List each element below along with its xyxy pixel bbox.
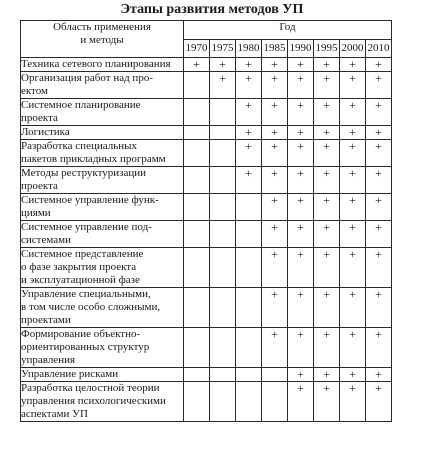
mark-cell: +: [340, 58, 366, 72]
area-header-line: и методы: [80, 34, 124, 46]
area-text-line: Управление специальными,: [21, 288, 151, 300]
mark-cell: +: [366, 221, 392, 248]
mark-cell: +: [288, 126, 314, 140]
mark-cell: +: [366, 382, 392, 422]
area-cell: [21, 126, 184, 140]
area-text-line: управления: [21, 354, 76, 366]
area-cell: [21, 221, 184, 248]
mark-cell: [236, 328, 262, 368]
area-cell: [21, 248, 184, 288]
table-row: [21, 194, 392, 221]
table-row: [21, 328, 392, 368]
mark-cell: +: [366, 167, 392, 194]
area-text-line: Системное управление функ-: [21, 194, 159, 206]
mark-cell: [236, 248, 262, 288]
area-cell: [21, 99, 184, 126]
mark-cell: [210, 368, 236, 382]
area-text-line: циями: [21, 207, 51, 219]
mark-cell: +: [236, 126, 262, 140]
area-text-line: Управление рисками: [21, 368, 119, 380]
mark-cell: [184, 288, 210, 328]
area-cell: [21, 72, 184, 99]
table-row: [21, 221, 392, 248]
mark-cell: [210, 99, 236, 126]
methods-table: [20, 20, 392, 422]
mark-cell: [262, 368, 288, 382]
area-text-line: аспектами УП: [21, 408, 88, 420]
table-row: [21, 288, 392, 328]
mark-cell: +: [340, 382, 366, 422]
mark-cell: +: [288, 328, 314, 368]
mark-cell: [210, 126, 236, 140]
table-row: [21, 382, 392, 422]
mark-cell: +: [314, 328, 340, 368]
area-text-line: и эксплуатационной фазе: [21, 274, 140, 286]
mark-cell: +: [288, 58, 314, 72]
area-text-line: проекта: [21, 112, 58, 124]
mark-cell: +: [366, 126, 392, 140]
mark-cell: [236, 382, 262, 422]
mark-cell: +: [366, 72, 392, 99]
mark-cell: +: [366, 368, 392, 382]
mark-cell: +: [340, 99, 366, 126]
mark-cell: [210, 328, 236, 368]
mark-cell: +: [340, 328, 366, 368]
table-row: [21, 248, 392, 288]
mark-cell: +: [366, 328, 392, 368]
mark-cell: +: [314, 368, 340, 382]
table-row: [21, 167, 392, 194]
table-title: Этапы развития методов УП: [120, 2, 304, 17]
mark-cell: +: [210, 72, 236, 99]
area-text-line: Разработка целостной теории: [21, 382, 160, 394]
mark-cell: +: [340, 288, 366, 328]
area-header-line: Область применения: [53, 21, 151, 33]
area-text-line: управления психологическими: [21, 395, 166, 407]
mark-cell: +: [314, 288, 340, 328]
year-header-1985: 1985: [262, 40, 288, 58]
year-header-1980: 1980: [236, 40, 262, 58]
mark-cell: +: [236, 58, 262, 72]
mark-cell: +: [288, 382, 314, 422]
mark-cell: [184, 221, 210, 248]
table-row: [21, 368, 392, 382]
mark-cell: +: [288, 368, 314, 382]
mark-cell: +: [262, 194, 288, 221]
mark-cell: +: [314, 221, 340, 248]
mark-cell: +: [288, 72, 314, 99]
mark-cell: +: [340, 72, 366, 99]
mark-cell: [210, 382, 236, 422]
mark-cell: +: [236, 140, 262, 167]
year-header-1990: 1990: [288, 40, 314, 58]
mark-cell: +: [314, 167, 340, 194]
mark-cell: +: [366, 248, 392, 288]
mark-cell: +: [262, 328, 288, 368]
area-text-line: в том числе особо сложными,: [21, 301, 161, 313]
mark-cell: +: [288, 194, 314, 221]
mark-cell: [210, 167, 236, 194]
mark-cell: +: [340, 126, 366, 140]
mark-cell: +: [262, 99, 288, 126]
mark-cell: +: [288, 167, 314, 194]
mark-cell: +: [262, 221, 288, 248]
mark-cell: +: [340, 140, 366, 167]
year-header-2000: 2000: [340, 40, 366, 58]
mark-cell: [210, 248, 236, 288]
mark-cell: [184, 140, 210, 167]
mark-cell: +: [314, 99, 340, 126]
mark-cell: [184, 328, 210, 368]
area-text-line: проектами: [21, 314, 71, 326]
table-row: [21, 99, 392, 126]
area-text-line: Системное представление: [21, 248, 144, 260]
mark-cell: [210, 288, 236, 328]
mark-cell: +: [366, 140, 392, 167]
mark-cell: +: [340, 221, 366, 248]
table-row: [21, 58, 392, 72]
area-text-line: ектом: [21, 85, 48, 97]
mark-cell: +: [262, 140, 288, 167]
year-header-1995: 1995: [314, 40, 340, 58]
mark-cell: +: [236, 72, 262, 99]
area-text-line: системами: [21, 234, 71, 246]
mark-cell: [184, 167, 210, 194]
mark-cell: [184, 368, 210, 382]
area-cell: [21, 194, 184, 221]
area-text-line: Системное планирование: [21, 99, 141, 111]
area-text-line: ориентированных структур: [21, 341, 150, 353]
year-header-2010: 2010: [366, 40, 392, 58]
mark-cell: +: [262, 248, 288, 288]
mark-cell: +: [262, 126, 288, 140]
table-row: [21, 140, 392, 167]
mark-cell: +: [340, 368, 366, 382]
area-cell: [21, 167, 184, 194]
table-row: [21, 126, 392, 140]
mark-cell: [210, 140, 236, 167]
mark-cell: +: [314, 72, 340, 99]
mark-cell: +: [262, 58, 288, 72]
area-cell: [21, 382, 184, 422]
mark-cell: [184, 248, 210, 288]
mark-cell: +: [288, 140, 314, 167]
area-text-line: Логистика: [21, 126, 70, 138]
mark-cell: +: [210, 58, 236, 72]
mark-cell: +: [236, 99, 262, 126]
area-text-line: о фазе закрытия проекта: [21, 261, 137, 273]
mark-cell: +: [314, 248, 340, 288]
mark-cell: +: [314, 194, 340, 221]
mark-cell: +: [236, 167, 262, 194]
mark-cell: +: [184, 58, 210, 72]
mark-cell: +: [288, 248, 314, 288]
mark-cell: [184, 194, 210, 221]
area-column-header: [21, 21, 184, 58]
mark-cell: [262, 382, 288, 422]
area-text-line: Формирование объектно-: [21, 328, 141, 340]
area-text-line: Организация работ над про-: [21, 72, 153, 84]
mark-cell: +: [366, 58, 392, 72]
mark-cell: +: [340, 167, 366, 194]
mark-cell: +: [288, 99, 314, 126]
mark-cell: [184, 72, 210, 99]
area-cell: [21, 328, 184, 368]
area-cell: [21, 58, 184, 72]
mark-cell: +: [288, 221, 314, 248]
mark-cell: [210, 194, 236, 221]
mark-cell: +: [262, 288, 288, 328]
mark-cell: [236, 194, 262, 221]
mark-cell: +: [366, 288, 392, 328]
year-group-header: Год: [184, 21, 392, 40]
area-text-line: пакетов прикладных программ: [21, 153, 166, 165]
mark-cell: [236, 288, 262, 328]
area-text-line: проекта: [21, 180, 58, 192]
mark-cell: [184, 126, 210, 140]
area-cell: [21, 140, 184, 167]
mark-cell: +: [366, 99, 392, 126]
mark-cell: [236, 368, 262, 382]
area-cell: [21, 368, 184, 382]
area-cell: [21, 288, 184, 328]
year-header-1975: 1975: [210, 40, 236, 58]
area-text-line: Системное управление под-: [21, 221, 152, 233]
mark-cell: +: [288, 288, 314, 328]
area-text-line: Техника сетевого планирования: [21, 58, 171, 70]
mark-cell: +: [314, 382, 340, 422]
mark-cell: [236, 221, 262, 248]
mark-cell: +: [314, 140, 340, 167]
mark-cell: +: [340, 248, 366, 288]
mark-cell: +: [262, 72, 288, 99]
area-text-line: Методы реструктуризации: [21, 167, 147, 179]
mark-cell: +: [314, 58, 340, 72]
table-body: [21, 58, 392, 422]
mark-cell: [184, 382, 210, 422]
header-row: [21, 21, 392, 40]
area-text-line: Разработка специальных: [21, 140, 137, 152]
mark-cell: +: [262, 167, 288, 194]
mark-cell: [184, 99, 210, 126]
mark-cell: [210, 221, 236, 248]
mark-cell: +: [314, 126, 340, 140]
mark-cell: +: [340, 194, 366, 221]
mark-cell: +: [366, 194, 392, 221]
table-row: [21, 72, 392, 99]
year-header-1970: 1970: [184, 40, 210, 58]
